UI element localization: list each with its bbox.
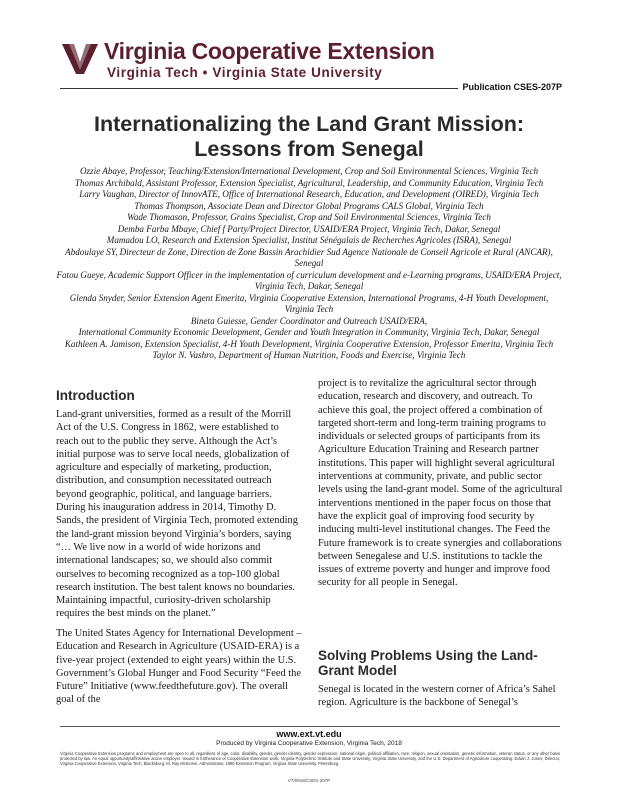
author-line: Mamadou LO, Research and Extension Specialist, Institut Sénégalais de Recherches Agricoles (ISRA), Senegal: [106, 235, 512, 245]
brand-subtitle: Virginia Tech • Virginia State University: [107, 65, 383, 80]
author-line: Wade Thomason, Professor, Grains Specialist, Crop and Soil Environmental Sciences, Virginia Tech: [127, 212, 491, 222]
header-divider: [60, 88, 458, 89]
intro-paragraph-2: The United States Agency for International Development – Education and Research in Agriculture (USAID-ERA) is a five-year project (extended to eight years) within the U.S. Government’s Global Hunger and Food Security “Feed the Future” Initiative (www.feedthefuture.gov). The overall goal of the: [56, 628, 302, 706]
author-line: Ozzie Abaye, Professor, Teaching/Extension/International Development, Crop and Soil Environmental Sciences, Virginia Tech: [79, 166, 539, 176]
author-line: Taylor N. Vashro, Department of Human Nutrition, Foods and Exercise, Virginia Tech: [152, 350, 466, 360]
author-line: International Community Economic Development, Gender and Youth Integration in Community, Virginia Tech, Dakar, Senegal: [78, 327, 540, 337]
author-line: Fatou Gueye, Academic Support Officer in the implementation of curriculum development and e-Learning programs, USAID/ERA Project, Virginia Tech, Dakar, Senegal: [56, 269, 562, 291]
solving-paragraph-1: Senegal is located in the western corner of Africa’s Sahel region. Agriculture is the backbone of Senegal’s: [318, 684, 556, 709]
title-line-2: Lessons from Senegal: [194, 137, 424, 161]
intro-paragraph-3: project is to revitalize the agricultural sector through education, research and discovery, and outreach. To achieve this goal, the project offered a combination of targeted short-term and long-term training programs to individuals or selected groups of participants from its Agriculture Education Training and Research partner institutions. This paper will highlight several agricultural interventions at community, private, and public sector levels using the land-grant model. Some of the agricultural interventions mentioned in the paper focus on those that have the explicit goal of improving food security by inducing multi-level institutional changes. The Feed the Future framework is to create synergies and collaborations between Senegalese and U.S. institutions to tackle the issues of extreme poverty and hunger and improve food security for all people in Senegal.: [318, 378, 563, 589]
publication-header: [0, 36, 618, 94]
author-line: Abdoulaye SY, Directeur de Zone, Direction de Zone Bassin Arachidier Sud Agence Nationale de Conseil Agricole et Rural (ANCAR), Senegal: [65, 246, 553, 268]
author-line: Glenda Snyder, Senior Extension Agent Emerita, Virginia Cooperative Extension, International Programs, 4-H Youth Development, Virginia Tech: [69, 292, 549, 314]
author-line: Thomas Thompson, Associate Dean and Director Global Programs CALS Global, Virginia Tech: [134, 200, 484, 211]
title-line-1: Internationalizing the Land Grant Mission:: [93, 112, 524, 136]
author-line: Demba Farba Mbaye, Chief f Party/Project Director, USAID/ERA Project, Virginia Tech, Dakar, Senegal: [117, 223, 501, 234]
document-title: [0, 112, 618, 162]
solving-problems-heading: Solving Problems Using the Land-Grant Model: [318, 648, 538, 678]
footer-publication-code: VT/0918/CSES-207P: [287, 778, 331, 783]
intro-paragraph-1: Land-grant universities, formed as a result of the Morrill Act of the U.S. Congress in 1862, were established to reach out to the public they serve. Although the Act’s initial purpose was to serve local needs, globalization of agriculture and especially of marketing, production, distribution, and consumption necessitated outreach beyond geographic, political, and language barriers. During his inauguration address in 2014, Timothy D. Sands, the president of Virginia Tech, promoted extending the land-grant mission beyond Virginia’s borders, saying “… We live now in a world of wide horizons and international landscapes; so, we should also commit ourselves to becoming recognized as a top-100 global research institution. The best talent knows no boundaries. Maintaining impactful, curiosity-driven scholarship requires the best minds on the planet.”: [56, 409, 298, 620]
author-line: Larry Vaughan, Director of InnovATE, Office of International Research, Education, and Development (OIRED), Virginia Tech: [79, 189, 539, 199]
footer-produced-by: Produced by Virginia Cooperative Extension, Virginia Tech, 2018: [216, 740, 402, 747]
footer-disclaimer: Virginia Cooperative Extension programs and employment are open to all, regardless of age, color, disability, gender, gender identity, gender expression, national origin, political affiliation, race, religion, sexual orientation, genetic information, veteran status, or any other basis protected by law. An equal opportunity/affirmative action employer. Issued in furtherance of Cooperative Extension work, Virginia Polytechnic Institute and State University, Virginia State University, and the U.S. Department of Agriculture cooperating. Edwin J. Jones, Director, Virginia Cooperative Extension, Virginia Tech, Blacksburg; M. Ray McKinnie, Administrator, 1890 Extension Program, Virginia State University, Petersburg.: [60, 751, 560, 766]
author-line: Kathleen A. Jamison, Extension Specialist, 4-H Youth Development, Virginia Cooperative Extension, Professor Emerita, Virginia Tech: [64, 338, 554, 349]
publication-number: Publication CSES-207P: [462, 82, 562, 92]
brand-title: Virginia Cooperative Extension: [104, 38, 435, 64]
introduction-heading: Introduction: [56, 388, 135, 403]
author-line: Thomas Archibald, Assistant Professor, Extension Specialist, Agricultural, Leadership, and Community Education, Virginia Tech: [74, 177, 544, 188]
vce-logo-icon: [60, 40, 100, 76]
author-list: [56, 166, 562, 362]
author-line: Bineta Guiesse, Gender Coordinator and Outreach USAID/ERA,: [190, 315, 428, 326]
footer-divider: [60, 726, 560, 727]
footer-url: www.ext.vt.edu: [276, 729, 342, 739]
